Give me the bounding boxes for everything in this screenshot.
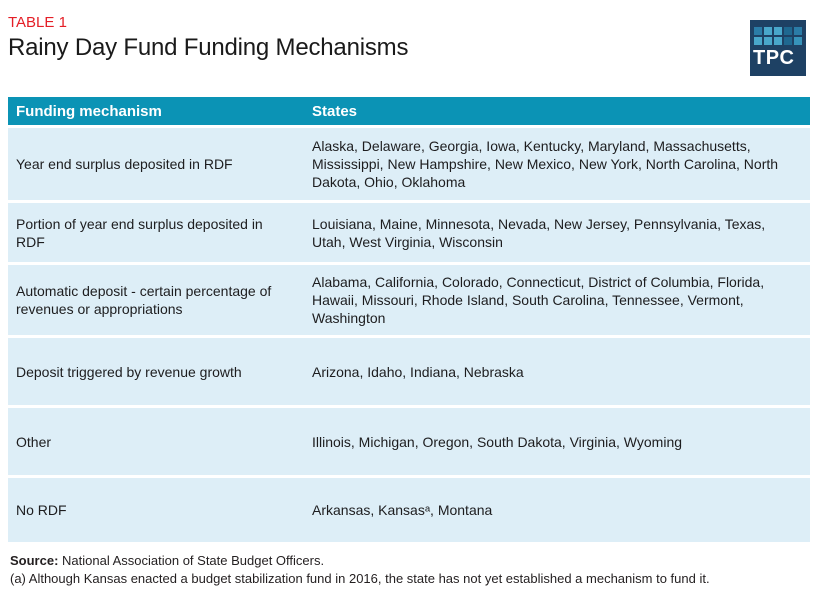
mechanism-cell: Year end surplus deposited in RDF <box>16 156 233 172</box>
mechanism-cell: No RDF <box>16 502 67 518</box>
footer-notes <box>10 552 808 588</box>
states-cell: Arkansas, Kansasᵃ, Montana <box>312 502 493 518</box>
states-cell: Alaska, Delaware, Georgia, Iowa, Kentucky, Maryland, Massachusetts, Mississippi, New Hampshire, New Mexico, New York, North Carolina, North Dakota, Ohio, Oklahoma <box>312 138 779 190</box>
table-row <box>8 408 810 475</box>
table-number-label: TABLE 1 <box>8 14 67 31</box>
mechanism-cell: Automatic deposit - certain percentage of revenues or appropriations <box>16 283 272 317</box>
logo-grid-square <box>764 37 772 45</box>
logo-grid-square <box>784 27 792 35</box>
mechanism-cell: Portion of year end surplus deposited in RDF <box>16 215 263 250</box>
source-line <box>10 552 808 570</box>
states-cell: Arizona, Idaho, Indiana, Nebraska <box>312 363 524 380</box>
table-row <box>8 203 810 262</box>
logo-grid-square <box>754 37 762 45</box>
source-text: National Association of State Budget Officers. <box>58 553 325 568</box>
table-header-row <box>8 97 810 125</box>
table-row <box>8 338 810 405</box>
states-cell: Illinois, Michigan, Oregon, South Dakota, Virginia, Wyoming <box>312 433 683 450</box>
logo-grid-square <box>794 37 802 45</box>
footnote-line: (a) Although Kansas enacted a budget stabilization fund in 2016, the state has not yet established a mechanism to fund it. <box>10 571 710 586</box>
funding-mechanisms-table <box>8 97 810 542</box>
logo-grid-square <box>764 27 772 35</box>
logo-grid-square <box>794 27 802 35</box>
page-title: Rainy Day Fund Funding Mechanisms <box>8 34 409 61</box>
table-row <box>8 478 810 542</box>
column-header-funding-mechanism: Funding mechanism <box>16 102 162 120</box>
title-block <box>0 0 818 62</box>
source-label: Source: <box>10 553 59 568</box>
table-row <box>8 128 810 200</box>
tpc-logo <box>750 20 806 76</box>
table-row <box>8 265 810 335</box>
tpc-logo-text: TPC <box>753 47 795 69</box>
logo-grid-square <box>774 27 782 35</box>
logo-grid-icon <box>750 20 806 45</box>
logo-grid-square <box>754 27 762 35</box>
logo-grid-square <box>784 37 792 45</box>
mechanism-cell: Other <box>16 433 52 450</box>
mechanism-cell: Deposit triggered by revenue growth <box>16 363 242 380</box>
column-header-states: States <box>312 102 358 120</box>
states-cell: Alabama, California, Colorado, Connecticut, District of Columbia, Florida, Hawaii, Missouri, Rhode Island, South Carolina, Tennessee, Vermont, Washington <box>312 274 765 326</box>
logo-grid-square <box>774 37 782 45</box>
states-cell: Louisiana, Maine, Minnesota, Nevada, New Jersey, Pennsylvania, Texas, Utah, West Virginia, Wisconsin <box>312 215 766 250</box>
